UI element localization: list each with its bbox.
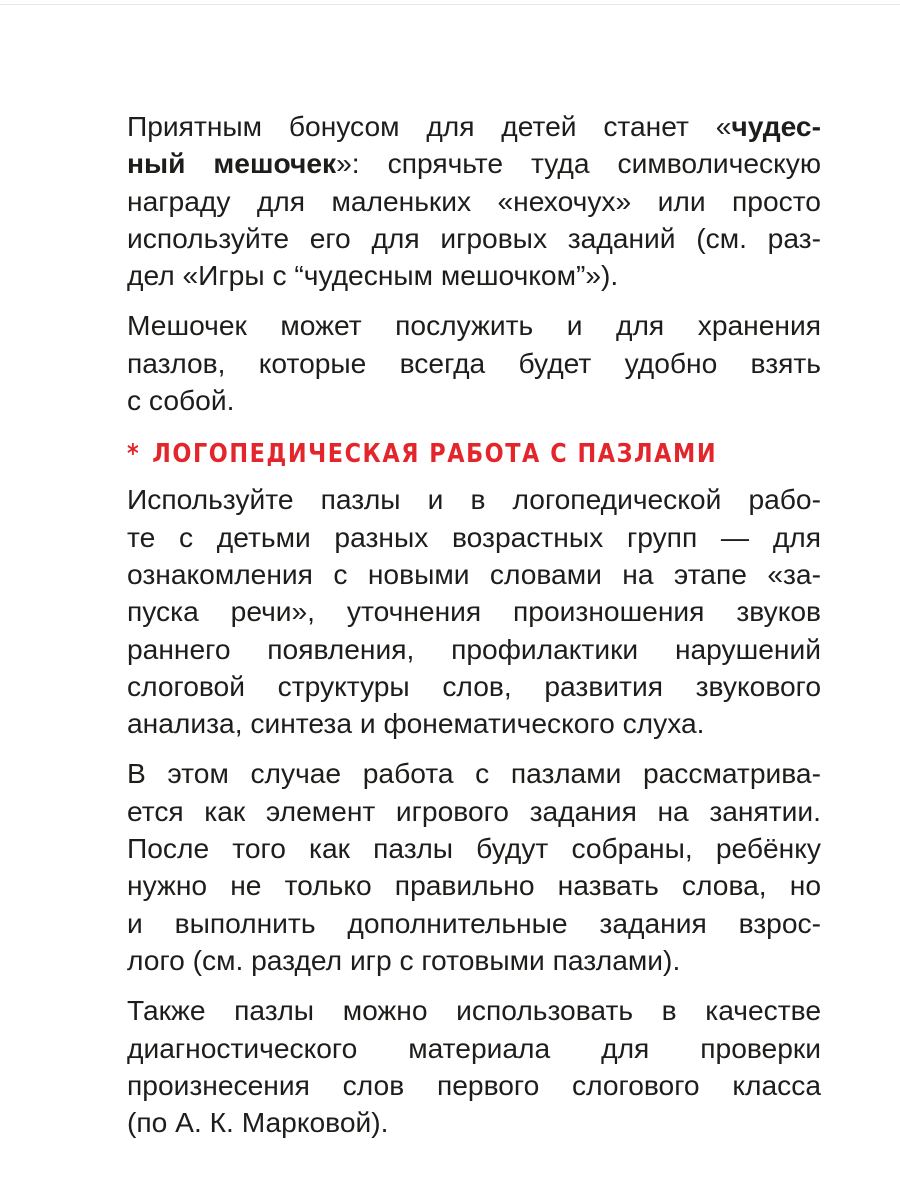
paragraph-game-task	[127, 755, 821, 979]
text-line: пазлов, которые всегда будет удобно взять	[127, 346, 821, 379]
text-line: произнесения слов первого слогового класса	[127, 1068, 821, 1101]
text-line: (по А. К. Марковой).	[127, 1106, 389, 1139]
paragraph-bonus-bag	[127, 108, 821, 294]
text-line: Мешочек может послужить и для хранения	[127, 309, 821, 342]
paragraph-speech-therapy	[127, 481, 821, 742]
text-line: лого (см. раздел игр с готовыми пазлами).	[127, 943, 681, 976]
paragraph-storage	[127, 307, 821, 419]
text-line: раннего появления, профилактики нарушений	[127, 632, 821, 665]
text-line: пуска речи», уточнения произношения звуков	[127, 595, 821, 628]
text-line: ный мешочек»: спрячьте туда символическую	[127, 147, 821, 180]
text-line: те с детьми разных возрастных групп — для	[127, 520, 821, 553]
text-line: слоговой структуры слов, развития звукового	[127, 669, 821, 702]
text-line: В этом случае работа с пазлами рассматрива-	[127, 757, 821, 790]
text-line: Используйте пазлы и в логопедической рабо-	[127, 483, 821, 516]
text-line: ознакомления с новыми словами на этапе «за-	[127, 557, 821, 590]
text-line: После того как пазлы будут собраны, ребёнку	[127, 832, 821, 865]
bold-term: ный мешочек	[127, 147, 337, 180]
text-line: Также пазлы можно использовать в качестве	[127, 994, 821, 1027]
text-line: с собой.	[127, 384, 235, 417]
text-line: Приятным бонусом для детей станет «чудес-	[127, 110, 821, 142]
text-column	[127, 108, 821, 1154]
text-line: нужно не только правильно назвать слова, но	[127, 869, 821, 902]
section-heading	[127, 435, 724, 473]
text-line: награду для маленьких «нехочух» или просто	[127, 184, 821, 217]
text-line: используйте его для игровых заданий (см. раз-	[127, 221, 821, 254]
text-line: ется как элемент игрового задания на занятии.	[127, 794, 821, 827]
top-divider	[0, 4, 900, 5]
text-line: анализа, синтеза и фонематического слуха.	[127, 707, 705, 740]
text-line: диагностического материала для проверки	[127, 1031, 821, 1064]
bold-term: чудес-	[731, 110, 821, 142]
text-line: дел «Игры с “чудесным мешочком”»).	[127, 259, 619, 292]
section-heading-text: ЛОГОПЕДИЧЕСКАЯ РАБОТА С ПАЗЛАМИ	[152, 439, 718, 470]
text-line: и выполнить дополнительные задания взрос-	[127, 906, 821, 939]
paragraph-diagnostics	[127, 992, 821, 1141]
asterisk-icon: *	[127, 439, 141, 470]
